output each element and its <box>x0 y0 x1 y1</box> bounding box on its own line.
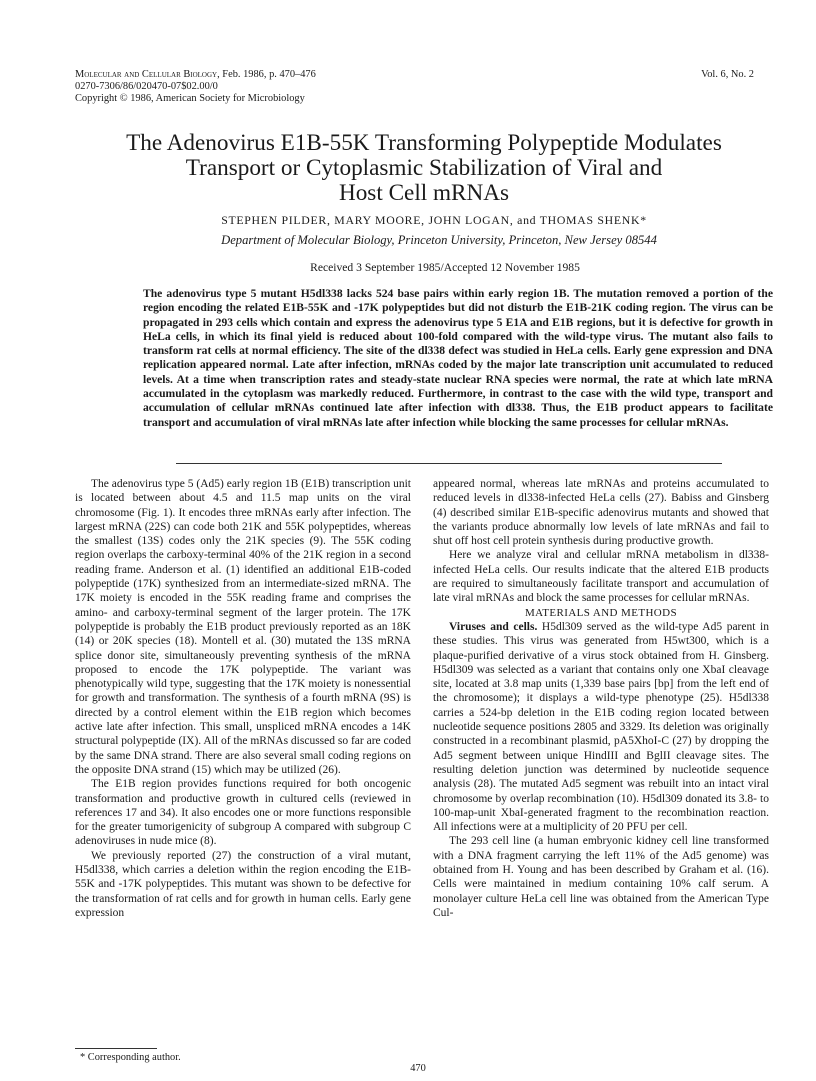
copyright-line: Copyright © 1986, American Society for Microbiology <box>75 93 305 105</box>
body-paragraph: appeared normal, whereas late mRNAs and proteins accumulated to reduced levels in dl338-infected HeLa cells (27). Babiss and Ginsberg (4) described similar E1B-specific adenovirus mutants and showed that the variants produce abnormally low levels of late mRNAs and fail to shut off host cell protein synthesis during productive growth. <box>433 478 769 548</box>
article-title <box>70 131 778 206</box>
body-paragraph <box>433 620 769 834</box>
title-line: Transport or Cytoplasmic Stabilization of Viral and <box>185 155 663 181</box>
title-line: Host Cell mRNAs <box>338 180 510 206</box>
journal-code: 0270-7306/86/020470-07$02.00/0 <box>75 81 218 93</box>
body-paragraph: The 293 cell line (a human embryonic kidney cell line transformed with a DNA fragment carrying the left 11% of the Ad5 genome) was obtained from H. Young and has been described by Graham et al. (16). Cells were maintained in medium containing 10% calf serum. A monolayer culture HeLa cell line was obtained from the American Type Cul- <box>433 835 769 919</box>
received-dates: Received 3 September 1985/Accepted 12 November 1985 <box>310 261 580 274</box>
affiliation: Department of Molecular Biology, Princeton University, Princeton, New Jersey 08544 <box>221 233 657 247</box>
journal-date-pages: , Feb. 1986, p. 470–476 <box>217 69 316 80</box>
body-paragraph: The E1B region provides functions required for both oncogenic transformation and productive growth in cultured cells (reviewed in references 17 and 34). It also encodes one or more functions responsible for the greater tumorigenicity of subgroup A compared with subgroup C adenoviruses in nude mice (8). <box>75 778 411 848</box>
body-paragraph: We previously reported (27) the construction of a viral mutant, H5dl338, which carries a deletion within the region encoding the E1B-55K and -17K polypeptides. This mutant was shown to be defective for the transformation of rat cells and for growth in human cells. Early gene expression <box>75 849 411 919</box>
journal-name: Molecular and Cellular Biology <box>75 69 218 80</box>
paragraph-text: H5dl309 served as the wild-type Ad5 parent in these studies. This virus was generated from H5wt300, which is a plaque-purified derivative of a virus stock obtained from H. Ginsberg. H5dl309 was selected as a variant that contains only one XbaI cleavage site, located at 3.8 map units (1,339 base pairs [bp] from the left end of the chromosome); it displays a wild-type phenotype (25). H5dl338 carries a 524-bp deletion in the E1B coding region located between nucleotide sequence positions 2805 and 3329. Its deletion was originally constructed in a recombinant plasmid, pA5XhoI-C (27) by dropping the Ad5 segment between unique HindIII and BglII cleavage sites. The resulting deletion junction was determined by nucleotide sequence analysis (28). The mutated Ad5 segment was rebuilt into an intact viral chromosome by overlap recombination (10). H5dl309 donated its 3.8- to 100-map-unit XbaI-generated fragment to the recombination reaction. All infections were at a multiplicity of 20 PFU per cell. <box>433 620 769 834</box>
right-column <box>433 477 769 920</box>
page-number: 470 <box>410 1063 426 1074</box>
body-paragraph: The adenovirus type 5 (Ad5) early region 1B (E1B) transcription unit is located between about 4.5 and 11.5 map units on the viral chromosome (Fig. 1). It encodes three mRNAs early after infection. The largest mRNA (22S) can code both 21K and 55K polypeptides, whereas the smallest (13S) codes only the 21K species (9). The 55K coding region overlaps the carboxy-terminal 40% of the 21K region in a second reading frame. Anderson et al. (1) identified an additional E1B-coded polypeptide (17K) synthesized from an intermediate-sized mRNA. The 17K moiety is encoded in the 55K reading frame and comprises the amino- and carboxy-terminal segment of the larger protein. The 17K polypeptide is probably the E1B product previously reported as an 18K (14) or 20K species (18). Montell et al. (30) mutated the 13S mRNA splice donor site, simultaneously preventing synthesis of the mRNA proposed to encode the 17K polypeptide. The variant was phenotypically wild type, suggesting that the 17K moiety is nonessential for growth and transformation. The synthesis of a fourth mRNA (9S) is directed by a control element within the E1B region which becomes active late after infection. This small, unspliced mRNA encodes a 14K structural polypeptide (IX). All of the mRNAs discussed so far are coded by the same DNA strand. There are also several small coding regions on the opposite DNA strand (15) which may be utilized (26). <box>75 478 412 776</box>
section-heading: MATERIALS AND METHODS <box>524 606 678 619</box>
journal-citation <box>75 69 316 81</box>
run-in-heading: Viruses and cells. <box>449 620 538 633</box>
volume-issue: Vol. 6, No. 2 <box>701 69 754 80</box>
footnote-divider <box>75 1048 157 1049</box>
left-column <box>75 477 411 920</box>
journal-header <box>75 69 316 106</box>
author-list: STEPHEN PILDER, MARY MOORE, JOHN LOGAN, and THOMAS SHENK* <box>221 213 647 227</box>
body-paragraph: Here we analyze viral and cellular mRNA metabolism in dl338-infected HeLa cells. Our results indicate that the altered E1B products are required to simultaneously facilitate transport and accumulation of late viral mRNAs and block the same processes for cellular mRNAs. <box>433 549 769 605</box>
abstract: The adenovirus type 5 mutant H5dl338 lacks 524 base pairs within early region 1B. The mutation removed a portion of the region encoding the related E1B-55K and -17K polypeptides but did not disturb the E1B-21K coding region. The virus can be propagated in 293 cells which contain and express the adenovirus type 5 E1A and E1B regions, but it is defective for growth in HeLa cells, in which its final yield is reduced about 100-fold compared with the wild-type virus. The mutant also fails to transform rat cells at normal efficiency. The site of the dl338 defect was studied in HeLa cells. Early gene expression and DNA replication appeared normal. Late after infection, mRNAs coded by the major late transcription unit accumulated to reduced levels. At a time when transcription rates and steady-state nuclear RNA species were normal, the rate at which late mRNA accumulated in the cytoplasm was markedly reduced. Furthermore, in contrast to the case with the wild type, transport and accumulation of cellular mRNAs continued late after infection with dl338. Thus, the E1B product appears to facilitate transport and accumulation of viral mRNAs late after infection while blocking the same processes for cellular mRNAs. <box>143 287 773 429</box>
abstract-divider <box>176 463 722 464</box>
title-line: The Adenovirus E1B-55K Transforming Polypeptide Modulates <box>126 130 722 156</box>
footnote: * Corresponding author. <box>80 1052 181 1063</box>
